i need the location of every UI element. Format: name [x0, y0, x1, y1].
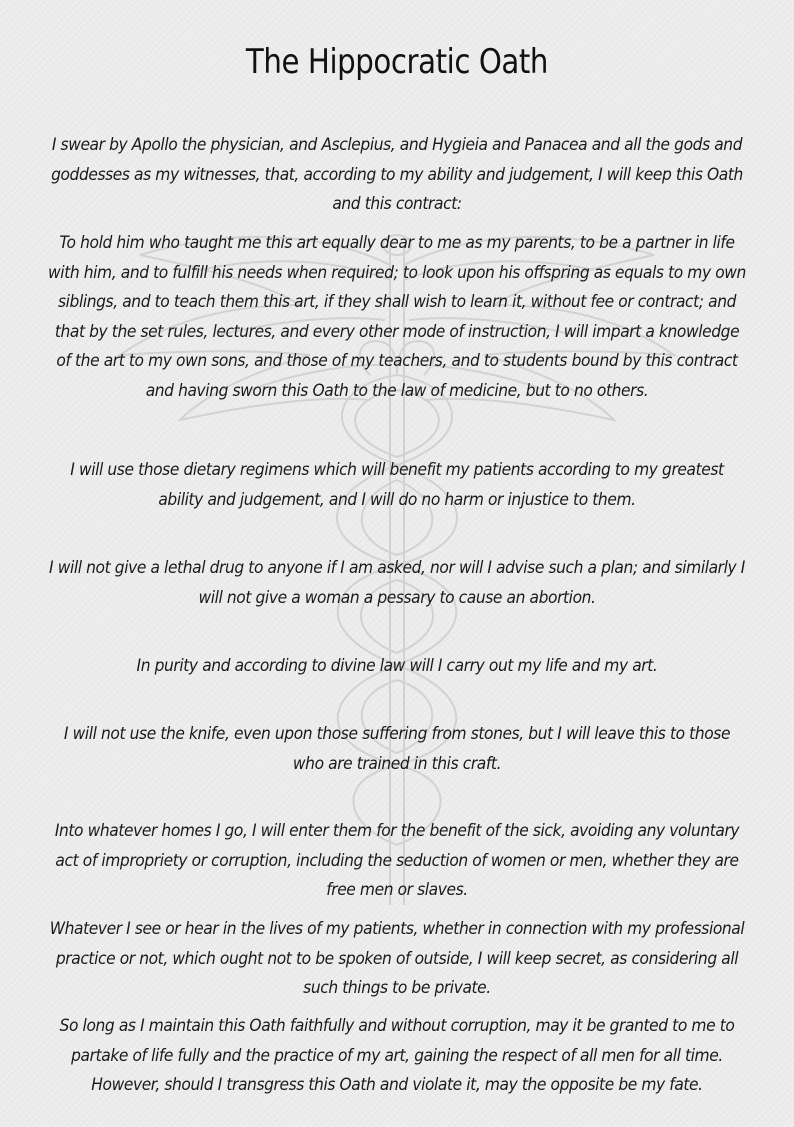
- oath-paragraph-7: Into whatever homes I go, I will enter them for the benefit of the sick, avoiding any voluntary act of impropriety or corruption, including the seduction of women or men, whether they are free men or slaves.: [54, 821, 740, 901]
- oath-paragraph-6: I will not use the knife, even upon those suffering from stones, but I will leave this to those who are trained in this craft.: [63, 724, 731, 774]
- oath-paragraph-5: In purity and according to divine law will I carry out my life and my art.: [136, 656, 658, 677]
- oath-paragraph-8: Whatever I see or hear in the lives of my patients, whether in connection with my professional practice or not, which ought not to be spoken of outside, I will keep secret, as considering all such things to be private.: [49, 919, 745, 999]
- oath-paragraph-3: I will use those dietary regimens which will benefit my patients according to my greatest ability and judgement, and I will do no harm or injustice to them.: [70, 460, 724, 510]
- oath-paragraph-2: To hold him who taught me this art equally dear to me as my parents, to be a partner in life with him, and to fulfill his needs when required; to look upon his offspring as equals to my own siblings, and to teach them this art, if they shall wish to learn it, without fee or contract; and that by the set rules, lectures, and every other mode of instruction, I will impart a knowledge of the art to my own sons, and those of my teachers, and to students bound by this contract and having sworn this Oath to the law of medicine, but to no others.: [48, 233, 746, 401]
- oath-paragraph-1: I swear by Apollo the physician, and Asclepius, and Hygieia and Panacea and all the gods and goddesses as my witnesses, that, according to my ability and judgement, I will keep this Oath and this contract:: [51, 135, 743, 215]
- page-title: The Hippocratic Oath: [245, 42, 549, 82]
- oath-paragraph-9: So long as I maintain this Oath faithfully and without corruption, may it be granted to me to partake of life fully and the practice of my art, gaining the respect of all men for all time. However, should I transgress this Oath and violate it, may the opposite be my fate.: [59, 1016, 735, 1096]
- oath-paragraph-4: I will not give a lethal drug to anyone if I am asked, nor will I advise such a plan; and similarly I will not give a woman a pessary to cause an abortion.: [49, 558, 745, 608]
